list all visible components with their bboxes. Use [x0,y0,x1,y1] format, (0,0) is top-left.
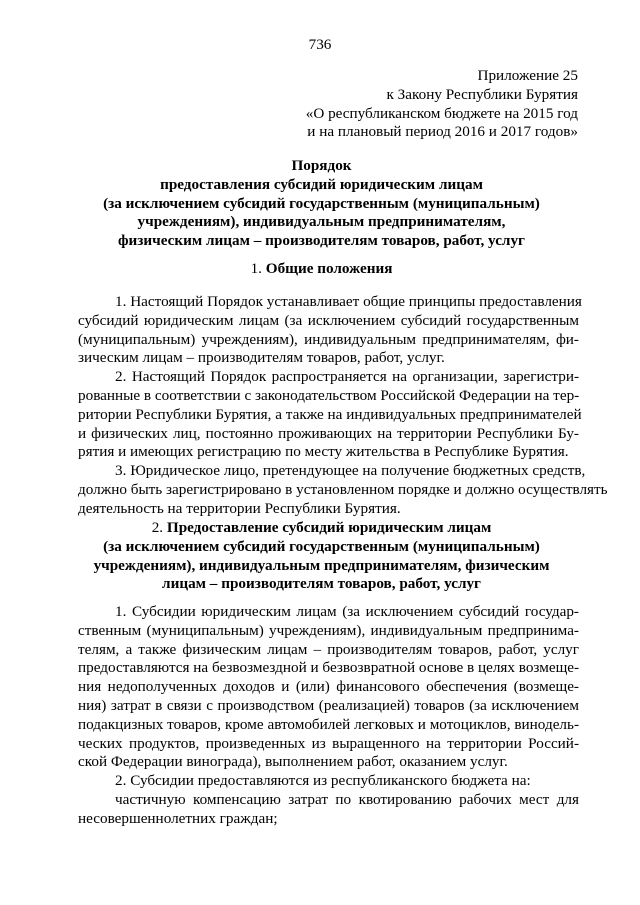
text-line: несовершеннолетних граждан; [78,809,278,827]
text-line: предоставляются на безвозмездной и безвозвратной основе в целях возмеще- [78,659,580,677]
heading-line: лицам – производителям товаров, работ, услуг [162,575,481,593]
text-line: 2. Субсидии предоставляются из республиканского бюджета на: [115,772,531,790]
title-line: предоставления субсидий юридическим лицам [160,175,483,193]
heading-line [64,519,579,538]
text-line: 1. Субсидии юридическим лицам (за исключением субсидий государ- [115,603,579,620]
text-line: ственным (муниципальным) учреждениям), индивидуальным предпринима- [78,621,579,639]
title-line: учреждениям), индивидуальным предпринимателям, [137,213,506,231]
text-line: ния) затрат в связи с производством (реализацией) товаров (за исключением [78,696,579,714]
text-line: телям, а также физическим лицам – производителям товаров, работ, услуг [78,640,579,658]
appendix-line: и на плановый период 2016 и 2017 годов» [307,123,578,141]
text-line: субсидий юридическим лицам (за исключением субсидий государственным [78,311,579,329]
text-line: рованные в соответствии с законодательством Российской Федерации на тер- [78,386,580,404]
title-line: Порядок [291,157,352,174]
title-line: (за исключением субсидий государственным (муниципальным) [103,194,540,212]
document-title [64,157,579,251]
appendix-header [306,67,578,142]
page-number: 736 [308,36,332,53]
text-line: 3. Юридическое лицо, претендующее на получение бюджетных средств, [115,462,586,480]
text-line: 2. Настоящий Порядок распространяется на организации, зарегистри- [115,368,579,386]
text-line: (муниципальным) учреждениям), индивидуальным предпринимателям, фи- [78,330,579,348]
section-1-body [78,293,608,519]
text-line: ния недополученных доходов и (или) финансового обеспечения (возмеще- [78,678,579,696]
section-1-heading [64,260,579,279]
title-line: физическим лицам – производителям товаров, работ, услуг [118,232,525,250]
text-line: 1. Настоящий Порядок устанавливает общие принципы предоставления [115,293,582,310]
text-line: зическим лицам – производителям товаров, работ, услуг. [78,349,445,367]
heading-line: учреждениям), индивидуальным предпринимателям, физическим [93,556,550,574]
text-line: и физических лиц, постоянно проживающих на территории Республики Бу- [78,424,579,442]
section-heading-text: Общие положения [265,260,393,277]
appendix-line: к Закону Республики Бурятия [386,85,578,103]
section-2-body [78,603,579,829]
text-line: рятия и имеющих регистрацию по месту жительства в Республике Бурятия. [78,443,569,461]
section-number: 1. [250,260,262,277]
appendix-line: Приложение 25 [477,67,578,84]
text-line: деятельность на территории Республики Бурятия. [78,499,401,517]
text-line: ческих продуктов, произведенных из выращенного на территории Россий- [78,734,579,752]
section-number: 2. [151,519,164,536]
section-2-heading [64,519,579,594]
appendix-line: «О республиканском бюджете на 2015 год [305,104,578,122]
heading-text: Предоставление субсидий юридическим лицам [166,519,492,536]
text-line: ритории Республики Бурятия, а также на индивидуальных предпринимателей [78,405,582,423]
text-line: подакцизных товаров, кроме автомобилей легковых и мотоциклов, винодель- [78,715,579,733]
text-line: частичную компенсацию затрат по квотированию рабочих мест для [115,790,579,808]
text-line: должно быть зарегистрировано в установленном порядке и должно осуществлять [78,480,608,498]
text-line: ской Федерации винограда), выполнением работ, оказанием услуг. [78,753,508,771]
heading-line: (за исключением субсидий государственным (муниципальным) [103,537,540,555]
